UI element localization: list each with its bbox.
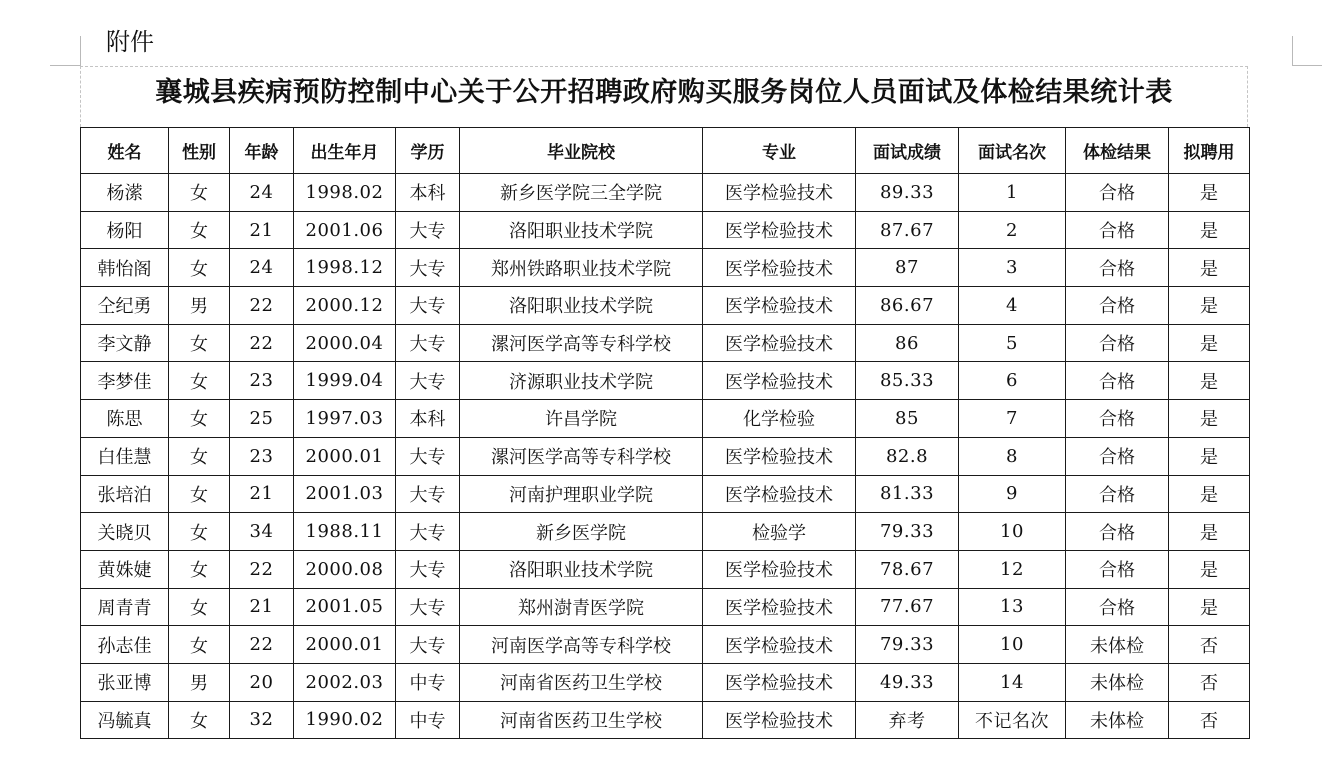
cell-interview-rank: 14 xyxy=(959,663,1066,701)
cell-name: 白佳慧 xyxy=(81,437,169,475)
cell-gender: 男 xyxy=(169,287,230,325)
cell-interview-score: 86.67 xyxy=(856,287,959,325)
cell-school: 新乡医学院 xyxy=(460,513,703,551)
cell-major: 医学检验技术 xyxy=(703,437,856,475)
cell-gender: 女 xyxy=(169,588,230,626)
cell-birth-date: 1998.12 xyxy=(294,249,396,287)
cell-school: 许昌学院 xyxy=(460,400,703,438)
cell-interview-score: 79.33 xyxy=(856,626,959,664)
cell-to-hire: 是 xyxy=(1169,287,1250,325)
cell-exam-result: 合格 xyxy=(1066,588,1169,626)
cell-age: 24 xyxy=(230,249,294,287)
cell-to-hire: 是 xyxy=(1169,550,1250,588)
cell-name: 杨潆 xyxy=(81,174,169,212)
cell-name: 陈思 xyxy=(81,400,169,438)
cell-birth-date: 2000.04 xyxy=(294,324,396,362)
cell-age: 34 xyxy=(230,513,294,551)
results-table xyxy=(80,127,1250,739)
cell-name: 韩怡阁 xyxy=(81,249,169,287)
cell-name: 张亚博 xyxy=(81,663,169,701)
header-age: 年龄 xyxy=(230,128,294,174)
table-row xyxy=(81,174,1250,212)
header-to-hire: 拟聘用 xyxy=(1169,128,1250,174)
cell-major: 医学检验技术 xyxy=(703,287,856,325)
cell-name: 张培泊 xyxy=(81,475,169,513)
cell-exam-result: 合格 xyxy=(1066,475,1169,513)
document-title: 襄城县疾病预防控制中心关于公开招聘政府购买服务岗位人员面试及体检结果统计表 xyxy=(155,77,1173,108)
cell-birth-date: 1997.03 xyxy=(294,400,396,438)
crop-mark-top-right-horizontal xyxy=(1292,65,1322,66)
header-gender: 性别 xyxy=(169,128,230,174)
cell-to-hire: 是 xyxy=(1169,174,1250,212)
cell-major: 医学检验技术 xyxy=(703,324,856,362)
cell-education: 大专 xyxy=(396,362,460,400)
cell-school: 河南省医药卫生学校 xyxy=(460,663,703,701)
cell-age: 32 xyxy=(230,701,294,739)
cell-school: 河南医学高等专科学校 xyxy=(460,626,703,664)
cell-name: 关晓贝 xyxy=(81,513,169,551)
cell-exam-result: 未体检 xyxy=(1066,663,1169,701)
table-row xyxy=(81,287,1250,325)
cell-age: 21 xyxy=(230,475,294,513)
cell-education: 本科 xyxy=(396,400,460,438)
cell-school: 漯河医学高等专科学校 xyxy=(460,437,703,475)
table-row xyxy=(81,249,1250,287)
cell-birth-date: 1990.02 xyxy=(294,701,396,739)
cell-name: 黄姝婕 xyxy=(81,550,169,588)
table-row xyxy=(81,701,1250,739)
cell-to-hire: 是 xyxy=(1169,475,1250,513)
table-row xyxy=(81,475,1250,513)
cell-major: 医学检验技术 xyxy=(703,362,856,400)
cell-education: 大专 xyxy=(396,437,460,475)
cell-age: 20 xyxy=(230,663,294,701)
cell-to-hire: 是 xyxy=(1169,437,1250,475)
cell-gender: 女 xyxy=(169,550,230,588)
crop-mark-top-left-vertical xyxy=(80,36,81,66)
cell-major: 化学检验 xyxy=(703,400,856,438)
cell-interview-rank: 6 xyxy=(959,362,1066,400)
cell-interview-score: 弃考 xyxy=(856,701,959,739)
cell-name: 李文静 xyxy=(81,324,169,362)
cell-major: 医学检验技术 xyxy=(703,588,856,626)
table-row xyxy=(81,324,1250,362)
cell-school: 郑州铁路职业技术学院 xyxy=(460,249,703,287)
cell-school: 河南省医药卫生学校 xyxy=(460,701,703,739)
cell-interview-score: 89.33 xyxy=(856,174,959,212)
cell-birth-date: 2001.05 xyxy=(294,588,396,626)
cell-age: 22 xyxy=(230,287,294,325)
cell-school: 郑州澍青医学院 xyxy=(460,588,703,626)
cell-interview-score: 78.67 xyxy=(856,550,959,588)
header-school: 毕业院校 xyxy=(460,128,703,174)
table-row xyxy=(81,663,1250,701)
cell-school: 洛阳职业技术学院 xyxy=(460,211,703,249)
cell-to-hire: 是 xyxy=(1169,324,1250,362)
cell-age: 22 xyxy=(230,324,294,362)
cell-name: 孙志佳 xyxy=(81,626,169,664)
cell-interview-rank: 8 xyxy=(959,437,1066,475)
cell-to-hire: 是 xyxy=(1169,211,1250,249)
cell-education: 大专 xyxy=(396,249,460,287)
table-row xyxy=(81,400,1250,438)
cell-gender: 女 xyxy=(169,362,230,400)
crop-mark-top-right-vertical xyxy=(1292,36,1293,66)
cell-name: 仝纪勇 xyxy=(81,287,169,325)
cell-major: 医学检验技术 xyxy=(703,701,856,739)
cell-birth-date: 1999.04 xyxy=(294,362,396,400)
cell-education: 大专 xyxy=(396,324,460,362)
header-major: 专业 xyxy=(703,128,856,174)
cell-gender: 女 xyxy=(169,174,230,212)
cell-gender: 女 xyxy=(169,249,230,287)
table-row xyxy=(81,437,1250,475)
cell-interview-rank: 13 xyxy=(959,588,1066,626)
cell-interview-rank: 4 xyxy=(959,287,1066,325)
cell-interview-score: 85 xyxy=(856,400,959,438)
header-education: 学历 xyxy=(396,128,460,174)
cell-age: 25 xyxy=(230,400,294,438)
cell-education: 大专 xyxy=(396,513,460,551)
cell-exam-result: 合格 xyxy=(1066,513,1169,551)
table-row xyxy=(81,588,1250,626)
header-interview-rank: 面试名次 xyxy=(959,128,1066,174)
cell-education: 大专 xyxy=(396,550,460,588)
cell-school: 洛阳职业技术学院 xyxy=(460,287,703,325)
cell-to-hire: 是 xyxy=(1169,400,1250,438)
cell-exam-result: 合格 xyxy=(1066,362,1169,400)
cell-school: 洛阳职业技术学院 xyxy=(460,550,703,588)
header-birth-date: 出生年月 xyxy=(294,128,396,174)
cell-major: 检验学 xyxy=(703,513,856,551)
cell-birth-date: 2000.01 xyxy=(294,626,396,664)
cell-exam-result: 合格 xyxy=(1066,324,1169,362)
cell-school: 河南护理职业学院 xyxy=(460,475,703,513)
cell-interview-score: 87 xyxy=(856,249,959,287)
cell-interview-rank: 12 xyxy=(959,550,1066,588)
cell-exam-result: 未体检 xyxy=(1066,626,1169,664)
cell-major: 医学检验技术 xyxy=(703,211,856,249)
header-interview-score: 面试成绩 xyxy=(856,128,959,174)
cell-major: 医学检验技术 xyxy=(703,249,856,287)
cell-gender: 女 xyxy=(169,437,230,475)
cell-interview-rank: 3 xyxy=(959,249,1066,287)
cell-birth-date: 2000.08 xyxy=(294,550,396,588)
cell-interview-rank: 不记名次 xyxy=(959,701,1066,739)
table-header-row xyxy=(81,128,1250,174)
cell-interview-rank: 2 xyxy=(959,211,1066,249)
cell-name: 冯毓真 xyxy=(81,701,169,739)
cell-major: 医学检验技术 xyxy=(703,174,856,212)
cell-gender: 女 xyxy=(169,400,230,438)
cell-education: 本科 xyxy=(396,174,460,212)
cell-age: 24 xyxy=(230,174,294,212)
cell-interview-score: 81.33 xyxy=(856,475,959,513)
cell-education: 大专 xyxy=(396,588,460,626)
table-row xyxy=(81,211,1250,249)
cell-exam-result: 合格 xyxy=(1066,550,1169,588)
cell-interview-score: 79.33 xyxy=(856,513,959,551)
cell-exam-result: 合格 xyxy=(1066,211,1169,249)
cell-birth-date: 2000.01 xyxy=(294,437,396,475)
cell-school: 新乡医学院三全学院 xyxy=(460,174,703,212)
cell-to-hire: 否 xyxy=(1169,626,1250,664)
header-name: 姓名 xyxy=(81,128,169,174)
cell-to-hire: 否 xyxy=(1169,701,1250,739)
cell-interview-rank: 5 xyxy=(959,324,1066,362)
cell-birth-date: 2002.03 xyxy=(294,663,396,701)
cell-to-hire: 是 xyxy=(1169,249,1250,287)
cell-school: 济源职业技术学院 xyxy=(460,362,703,400)
cell-education: 大专 xyxy=(396,211,460,249)
cell-major: 医学检验技术 xyxy=(703,626,856,664)
cell-interview-score: 85.33 xyxy=(856,362,959,400)
cell-major: 医学检验技术 xyxy=(703,663,856,701)
crop-mark-top-left-horizontal xyxy=(50,65,81,66)
cell-interview-rank: 9 xyxy=(959,475,1066,513)
cell-to-hire: 是 xyxy=(1169,362,1250,400)
cell-birth-date: 2001.03 xyxy=(294,475,396,513)
cell-education: 中专 xyxy=(396,701,460,739)
cell-age: 22 xyxy=(230,626,294,664)
cell-gender: 女 xyxy=(169,701,230,739)
cell-age: 21 xyxy=(230,588,294,626)
cell-gender: 女 xyxy=(169,324,230,362)
cell-exam-result: 合格 xyxy=(1066,249,1169,287)
table-row xyxy=(81,550,1250,588)
cell-school: 漯河医学高等专科学校 xyxy=(460,324,703,362)
cell-exam-result: 未体检 xyxy=(1066,701,1169,739)
cell-name: 杨阳 xyxy=(81,211,169,249)
cell-interview-score: 77.67 xyxy=(856,588,959,626)
cell-to-hire: 是 xyxy=(1169,513,1250,551)
cell-exam-result: 合格 xyxy=(1066,287,1169,325)
cell-birth-date: 2000.12 xyxy=(294,287,396,325)
cell-education: 大专 xyxy=(396,475,460,513)
cell-education: 大专 xyxy=(396,626,460,664)
cell-name: 周青青 xyxy=(81,588,169,626)
cell-interview-rank: 7 xyxy=(959,400,1066,438)
cell-interview-rank: 10 xyxy=(959,513,1066,551)
cell-gender: 女 xyxy=(169,626,230,664)
cell-birth-date: 1988.11 xyxy=(294,513,396,551)
cell-name: 李梦佳 xyxy=(81,362,169,400)
cell-interview-rank: 1 xyxy=(959,174,1066,212)
cell-major: 医学检验技术 xyxy=(703,550,856,588)
cell-education: 大专 xyxy=(396,287,460,325)
cell-interview-score: 86 xyxy=(856,324,959,362)
cell-gender: 女 xyxy=(169,513,230,551)
cell-age: 21 xyxy=(230,211,294,249)
cell-exam-result: 合格 xyxy=(1066,437,1169,475)
table-body xyxy=(81,174,1250,739)
table-row xyxy=(81,626,1250,664)
header-exam-result: 体检结果 xyxy=(1066,128,1169,174)
cell-birth-date: 2001.06 xyxy=(294,211,396,249)
cell-age: 23 xyxy=(230,362,294,400)
cell-interview-score: 87.67 xyxy=(856,211,959,249)
cell-to-hire: 是 xyxy=(1169,588,1250,626)
cell-gender: 男 xyxy=(169,663,230,701)
cell-age: 23 xyxy=(230,437,294,475)
cell-birth-date: 1998.02 xyxy=(294,174,396,212)
cell-age: 22 xyxy=(230,550,294,588)
cell-gender: 女 xyxy=(169,211,230,249)
cell-education: 中专 xyxy=(396,663,460,701)
cell-interview-rank: 10 xyxy=(959,626,1066,664)
table-row xyxy=(81,362,1250,400)
cell-gender: 女 xyxy=(169,475,230,513)
cell-interview-score: 49.33 xyxy=(856,663,959,701)
cell-major: 医学检验技术 xyxy=(703,475,856,513)
cell-interview-score: 82.8 xyxy=(856,437,959,475)
cell-exam-result: 合格 xyxy=(1066,400,1169,438)
cell-exam-result: 合格 xyxy=(1066,174,1169,212)
cell-to-hire: 否 xyxy=(1169,663,1250,701)
attachment-label: 附件 xyxy=(106,28,154,56)
table-row xyxy=(81,513,1250,551)
